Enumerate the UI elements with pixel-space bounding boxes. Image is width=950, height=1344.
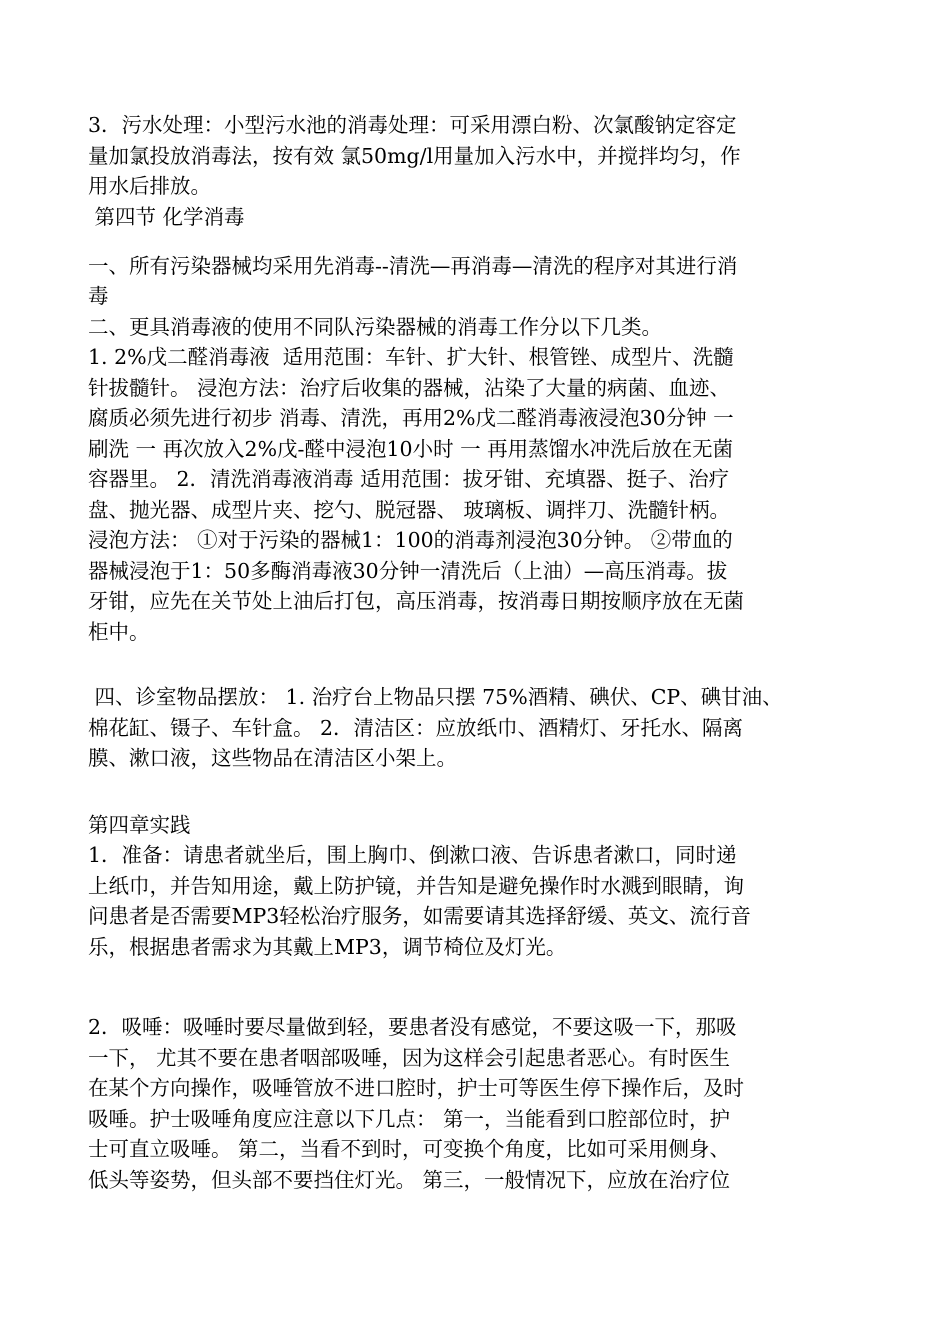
text-line: 器械浸泡于1：50多酶消毒液30分钟一清洗后（上油）—高压消毒。拔 [88, 559, 728, 583]
text-line: 上纸巾，并告知用途，戴上防护镜，并告知是避免操作时水溅到眼睛，询 [88, 874, 744, 898]
text-line: 一下， 尤其不要在患者咽部吸唾，因为这样会引起患者恶心。有时医生 [88, 1046, 731, 1070]
text-line: 盘、抛光器、成型片夹、挖勺、脱冠器、 玻璃板、调拌刀、洗髓针柄。 [88, 498, 731, 522]
text-line: 刷洗 一 再次放入2%戊-醛中浸泡10小时 一 再用蒸馏水冲洗后放在无菌 [88, 437, 734, 461]
text-line: 一、所有污染器械均采用先消毒--清洗—再消毒—清洗的程序对其进行消 [88, 254, 738, 278]
text-line: 浸泡方法： ①对于污染的器械1：100的消毒剂浸泡30分钟。 ②带血的 [88, 528, 733, 552]
text-line: 2．吸唾：吸唾时要尽量做到轻，要患者没有感觉，不要这吸一下，那吸 [88, 1015, 737, 1039]
text-line: 在某个方向操作，吸唾管放不进口腔时，护士可等医生停下操作后，及时 [88, 1076, 744, 1100]
text-line: 容器里。 2．清洗消毒液消毒 适用范围：拔牙钳、充填器、挺子、治疗 [88, 467, 730, 491]
text-line: 腐质必须先进行初步 消毒、清洗，再用2%戊二醛消毒液浸泡30分钟 一 [88, 406, 734, 430]
text-line: 牙钳，应先在关节处上油后打包，高压消毒，按消毒日期按顺序放在无菌 [88, 589, 744, 613]
text-line: 针拔髓针。 浸泡方法：治疗后收集的器械，沾染了大量的病菌、血迹、 [88, 376, 731, 400]
text-line: 3．污水处理：小型污水池的消毒处理：可采用漂白粉、次氯酸钠定容定 [88, 113, 737, 137]
text-line: 毒 [88, 284, 109, 308]
text-line: 柜中。 [88, 620, 150, 644]
text-line: 膜、漱口液，这些物品在清洁区小架上。 [88, 746, 457, 770]
text-line: 二、更具消毒液的使用不同队污染器械的消毒工作分以下几类。 [88, 315, 662, 339]
text-line: 吸唾。护士吸唾角度应注意以下几点： 第一，当能看到口腔部位时，护 [88, 1107, 731, 1131]
section-heading: 第四节 化学消毒 [88, 205, 245, 229]
text-line: 1. 2%戊二醛消毒液 适用范围：车针、扩大针、根管锉、成型片、洗髓 [88, 345, 734, 369]
text-line: 棉花缸、镊子、车针盒。 2．清洁区：应放纸巾、酒精灯、牙托水、隔离 [88, 716, 744, 740]
text-line: 低头等姿势，但头部不要挡住灯光。 第三，一般情况下，应放在治疗位 [88, 1168, 731, 1192]
text-line: 用水后排放。 [88, 174, 211, 198]
text-line: 士可直立吸唾。 第二，当看不到时，可变换个角度，比如可采用侧身、 [88, 1137, 731, 1161]
text-line: 四、诊室物品摆放： 1. 治疗台上物品只摆 75%酒精、碘伏、CP、碘甘油、 [88, 685, 783, 709]
text-line: 1．准备：请患者就坐后，围上胸巾、倒漱口液、告诉患者漱口，同时递 [88, 843, 737, 867]
text-line: 乐，根据患者需求为其戴上MP3，调节椅位及灯光。 [88, 935, 567, 959]
chapter-heading: 第四章实践 [88, 813, 191, 837]
text-line: 问患者是否需要MP3轻松治疗服务，如需要请其选择舒缓、英文、流行音 [88, 904, 751, 928]
text-line: 量加氯投放消毒法，按有效 氯50mg/l用量加入污水中，并搅拌均匀，作 [88, 144, 741, 168]
